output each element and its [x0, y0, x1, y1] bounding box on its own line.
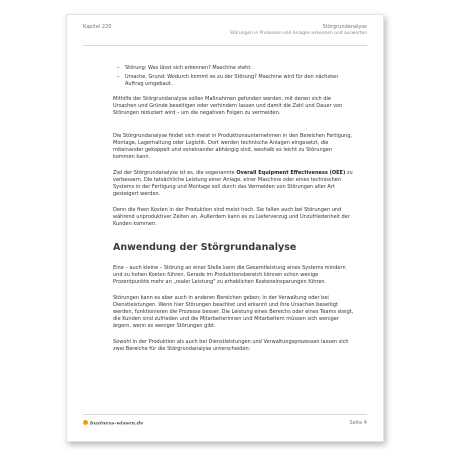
paragraph: Ziel der Störgrundanalyse ist es, die sogenannte Overall Equipment Effectiveness (OEE) zu verbessern. Die tatsächliche Leistung einer Anlage, einer Maschine oder eines technischen Systems in der Fertigung und Montage soll durch das Vermeiden von Störungen aller Art gesteigert werden.	[113, 170, 353, 197]
chapter-label: Kapitel 220	[83, 24, 112, 30]
page-number: Seite 4	[349, 420, 367, 426]
page-content	[113, 65, 355, 362]
paragraph: Denn die fixen Kosten in der Produktion sind meist hoch. Sie fallen auch bei Störungen und während unproduktiver Zeiten an. Außerdem kann es zu Lieferverzug und Unzufriedenheit der Kunden kommen.	[113, 207, 350, 227]
paragraph: Die Störgrundanalyse findet sich meist in Produktionsunternehmen in den Bereichen Fertigung, Montage, Lagerhaltung oder Logistik. Dort werden technische Anlagen eingesetzt, die miteinander gekoppelt und voneinander abhängig sind, weshalb es leicht zu Störungen kommen kann.	[113, 133, 352, 160]
bold-term: Overall Equipment Effectiveness (OEE)	[236, 170, 346, 176]
document-subtitle: Störungen in Prozessen und Anlagen erkennen und auswerten	[229, 31, 367, 36]
logo-dot-icon	[83, 420, 88, 425]
page-header	[83, 23, 367, 46]
paragraph: Mithilfe der Störgrundanalyse sollen Maßnahmen gefunden werden, mit denen sich die Ursachen und Gründe beseitigen oder verhindern lassen und damit die Zahl und Dauer von Störungen reduziert wird – um die negativen Folgen zu vermeiden.	[113, 96, 343, 116]
paragraph: Störungen kann es aber auch in anderen Bereichen geben; in der Verwaltung oder bei Dienstleistungen. Wenn hier Störungen beachtet und erkannt und ihre Ursachen beseitigt werden, funktionieren die Prozesse besser. Die Leistung eines Bereichs oder eines Teams steigt, die Kunden sind zufrieden und die Mitarbeiterinnen und Mitarbeitern müssen sich weniger ärgern, wenn es weniger Störungen gibt.	[113, 295, 354, 329]
page-footer	[83, 414, 367, 431]
document-page	[66, 14, 384, 442]
list-item: – Ursache, Grund: Wodurch kommt es zu der Störung? Maschine wird für den nächsten Auftrag umgebaut.	[125, 74, 355, 88]
document-title: Störgrundanalyse	[322, 24, 367, 30]
paragraph: Eine – auch kleine – Störung an einer Stelle kann die Gesamtleistung eines Systems mindern und zu hohen Kosten führen. Gerade im Produktionsbereich können schon wenige Prozentpunkte mehr an „realer Leistung" zu erheblichen Kosteneinsparungen führen.	[113, 265, 346, 285]
paragraph: Sowohl in der Produktion als auch bei Dienstleistungen und Verwaltungsprozessen lassen sich zwei Bereiche für die Störgrundanalyse unterscheiden:	[113, 339, 349, 352]
publisher-logo: business-wissen.de	[83, 420, 143, 427]
bullet-list	[113, 65, 355, 88]
section-heading: Anwendung der Störgrundanalyse	[113, 242, 297, 253]
list-item: – Störung: Was lässt sich erkennen? Maschine steht.	[125, 65, 355, 72]
